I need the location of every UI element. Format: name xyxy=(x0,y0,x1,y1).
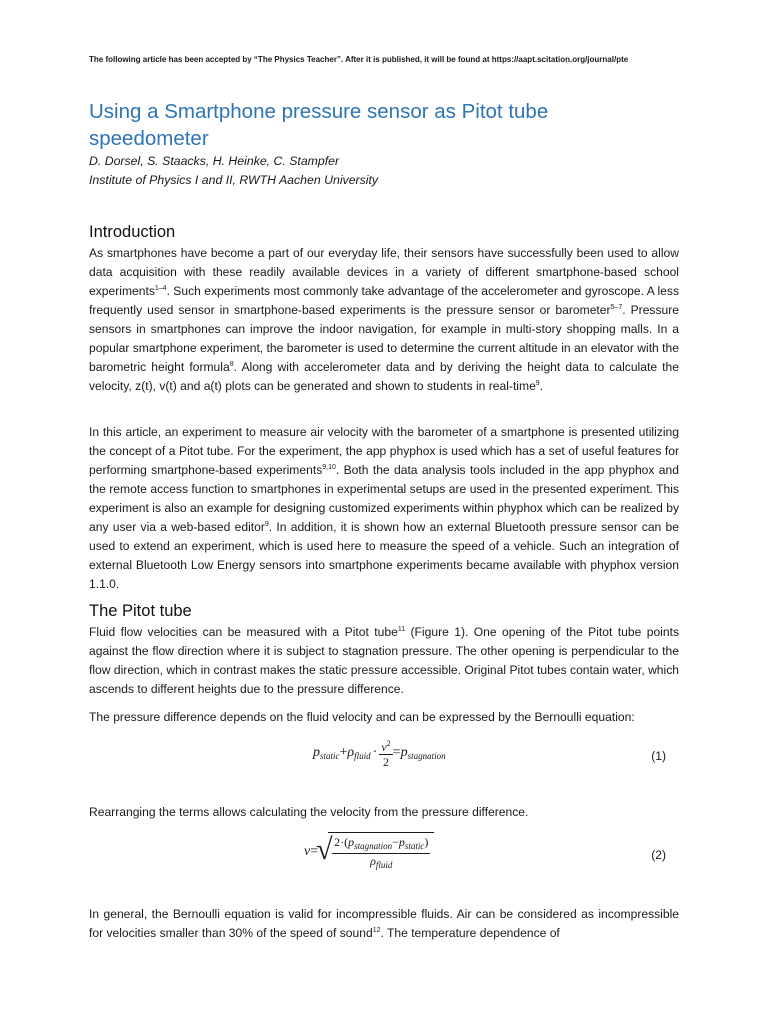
text-run: . xyxy=(539,379,544,393)
velocity-formula xyxy=(304,832,434,872)
text-run: . Along with accelerometer data and by deriving the height data to calculate the velocity, z(t), v(t) and a(t) plots can be generated and shown to students in real-time xyxy=(89,360,679,393)
eq-subscript: fluid xyxy=(354,751,371,762)
eq-operator: = xyxy=(310,844,319,859)
eq-denominator: 2 xyxy=(382,755,389,769)
eq-operator: · xyxy=(372,745,378,761)
eq-subscript: fluid xyxy=(375,860,393,870)
text-run: . Both the data analysis tools included in the app phyphox and the remote access function to smartphones in experimental setups are used in the presented experiment. This experiment is also an example for designing customized experiments within phyphox which can be realized by any user via a web-based editor xyxy=(89,463,679,534)
eq-symbol: ρ xyxy=(370,854,376,868)
text-run: . The temperature dependence of xyxy=(380,926,560,940)
eq-symbol: ρ xyxy=(347,745,355,761)
citation: 9,10 xyxy=(322,464,336,471)
text-run: In this article, an experiment to measure air velocity with the barometer of a smartphone is presented utilizing the concept of a Pitot tube. For the experiment, the app phyphox is used which has a set of useful features for performing smartphone-based experiments xyxy=(89,425,679,477)
eq-numerator xyxy=(332,835,430,854)
eq-fraction xyxy=(379,737,392,769)
eq-symbol: p xyxy=(400,745,408,761)
eq-operator: = xyxy=(392,745,401,761)
section-heading-pitot-tube: The Pitot tube xyxy=(89,602,192,620)
pitot-paragraph-4 xyxy=(89,905,679,943)
eq-subscript: static xyxy=(404,841,425,851)
radical-sign-icon: √ xyxy=(316,833,333,866)
intro-paragraph-1 xyxy=(89,244,679,396)
text-run: . Such experiments most commonly take advantage of the accelerometer and gyroscope. A less frequently used sensor in smartphone-based experiments is the pressure sensor or barometer xyxy=(89,284,679,317)
eq-symbol: p xyxy=(348,835,355,849)
text-run: Fluid flow velocities can be measured with a Pitot tube xyxy=(89,625,398,639)
equation-number-1: (1) xyxy=(651,749,666,763)
eq-symbol: v xyxy=(304,844,311,859)
equation-number-2: (2) xyxy=(651,848,666,862)
eq-number: 2 xyxy=(334,835,341,849)
author-block xyxy=(89,152,689,190)
eq-exponent: 2 xyxy=(386,739,391,748)
text-run: In general, the Bernoulli equation is valid for incompressible fluids. Air can be considered as incompressible for velocities smaller than 30% of the speed of sound xyxy=(89,907,679,940)
citation: 9 xyxy=(535,380,540,387)
eq-fraction xyxy=(332,835,430,872)
square-root xyxy=(318,832,434,872)
eq-paren: ( xyxy=(344,835,349,849)
pitot-paragraph-1 xyxy=(89,623,679,699)
citation: 8 xyxy=(229,361,234,368)
eq-operator: · xyxy=(340,835,345,849)
bernoulli-formula xyxy=(313,737,446,769)
citation: 5–7 xyxy=(610,304,623,311)
eq-numerator xyxy=(379,737,392,755)
eq-symbol: p xyxy=(313,745,320,761)
pitot-paragraph-2: The pressure difference depends on the fluid velocity and can be expressed by the Bernoulli equation: xyxy=(89,710,635,724)
eq-operator: − xyxy=(392,835,399,849)
publication-notice: The following article has been accepted by “The Physics Teacher”. After it is published, it will be found at https://aapt.scitation.org/journal/pte xyxy=(89,55,629,64)
eq-paren: ) xyxy=(424,835,429,849)
author-names: D. Dorsel, S. Staacks, H. Heinke, C. Stampfer xyxy=(89,154,340,168)
citation: 1–4 xyxy=(154,285,167,292)
eq-symbol: v xyxy=(381,740,387,754)
section-heading-introduction: Introduction xyxy=(89,223,176,241)
eq-symbol: p xyxy=(398,835,405,849)
equation-2 xyxy=(89,832,674,880)
pitot-paragraph-3: Rearranging the terms allows calculating the velocity from the pressure difference. xyxy=(89,805,529,819)
author-affiliation: Institute of Physics I and II, RWTH Aachen University xyxy=(89,173,379,187)
article-title: Using a Smartphone pressure sensor as Pitot tube speedometer xyxy=(89,100,549,150)
citation: 11 xyxy=(397,626,406,633)
eq-denominator xyxy=(332,854,430,872)
intro-paragraph-2 xyxy=(89,423,679,594)
citation: 9 xyxy=(264,521,269,528)
text-run: (Figure 1). One opening of the Pitot tube points against the flow direction where it is subject to stagnation pressure. The other opening is perpendicular to the flow direction, which in contrast makes the static pressure accessible. Original Pitot tubes contain water, which ascends to different heights due to the pressure difference. xyxy=(89,625,679,696)
eq-subscript: stagnation xyxy=(407,751,446,762)
eq-operator: + xyxy=(339,745,348,761)
citation: 12 xyxy=(372,927,381,934)
text-run: . Pressure sensors in smartphones can improve the indoor navigation, for example in multi-story shopping malls. In a popular smartphone experiment, the barometer is used to determine the current altitude in an elevator with the barometric height formula xyxy=(89,303,679,374)
eq-subscript: static xyxy=(320,751,340,762)
text-run: . In addition, it is shown how an external Bluetooth pressure sensor can be used to extend an experiment, which is used here to measure the speed of a vehicle. Such an integration of external Bluetooth Low Energy sensors into smartphone experiments became available with phyphox version 1.1.0. xyxy=(89,520,679,591)
equation-1 xyxy=(89,737,674,777)
radicand xyxy=(328,832,434,872)
eq-subscript: stagnation xyxy=(354,841,393,851)
text-run: As smartphones have become a part of our everyday life, their sensors have successfully been used to allow data acquisition with these readily available devices in a variety of different smartphone-based school experiments xyxy=(89,246,679,298)
